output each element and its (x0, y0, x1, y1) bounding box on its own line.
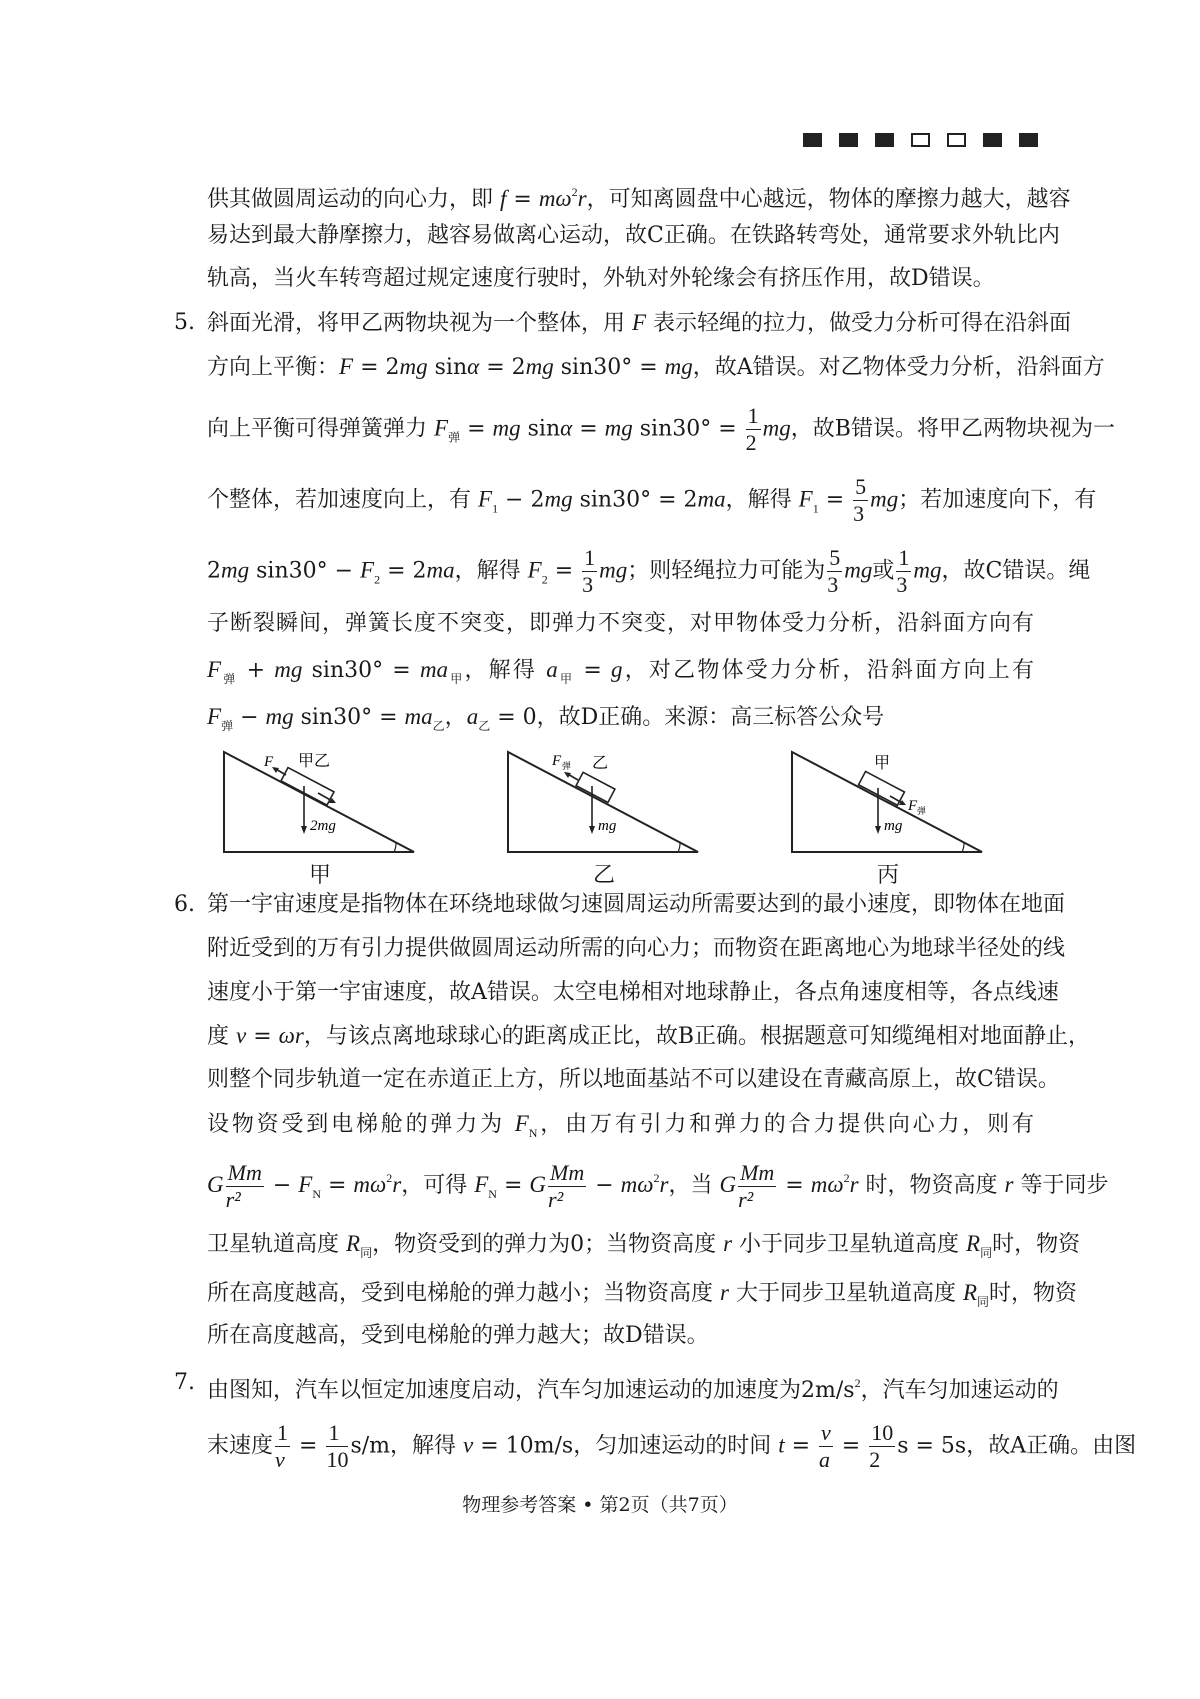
text: sin30° − (249, 558, 361, 584)
math-symbol: F (207, 704, 222, 729)
text: 小于同步卫星轨道高度 (732, 1232, 967, 1257)
text: 等于同步 (1013, 1173, 1109, 1198)
numerator: 5 (829, 545, 841, 570)
subscript: 同 (977, 1295, 990, 1309)
math-symbol: mg (913, 557, 942, 583)
math-symbol: F (474, 1172, 489, 1197)
fraction (827, 545, 842, 598)
text: 表示轻绳的拉力，做受力分析可得在沿斜面 (646, 311, 1072, 336)
text: = (778, 1173, 811, 1198)
text-line (207, 301, 1072, 345)
text: ，可得 (401, 1173, 475, 1198)
subscript: N (488, 1187, 497, 1201)
text: = (547, 558, 581, 584)
header-mark-filled (1019, 133, 1038, 147)
text: 易达到最大静摩擦力，越容易做离心运动，故C正确。在铁路转弯处，通常要求外轨比内 (207, 223, 1060, 248)
subscript: 乙 (432, 719, 445, 733)
subscript: 乙 (478, 719, 491, 733)
math-symbol: α (560, 415, 573, 441)
text: = (784, 1433, 818, 1459)
math-symbol: mg (221, 557, 250, 583)
text-line (207, 648, 1034, 692)
text: 度 (207, 1024, 236, 1049)
math-symbol: F (298, 1172, 313, 1197)
text-line (207, 927, 1066, 971)
text: ，解得 (464, 658, 547, 683)
text: 附近受到的万有引力提供做圆周运动所需的向心力；而物资在距离地心为地球半径处的线 (207, 936, 1066, 961)
text: ，物资受到的弹力为0；当物资高度 (372, 1232, 724, 1257)
text-line (207, 695, 1034, 739)
text: 个整体，若加速度向上，有 (207, 487, 478, 513)
math-symbol: g (611, 657, 623, 682)
math-symbol: F (527, 557, 542, 583)
math-symbol: F (339, 354, 354, 379)
text: − (265, 1173, 299, 1198)
subscript: 甲 (557, 672, 575, 686)
math-symbol: ma (419, 657, 449, 682)
text-line (207, 1420, 1137, 1472)
text-line (207, 1014, 1091, 1058)
math-symbol: v (236, 1023, 247, 1048)
text: ，对乙物体受力分析，沿斜面方向上有 (622, 658, 1034, 683)
text: 斜面光滑，将甲乙两物块视为一个整体，用 (207, 311, 632, 336)
math-symbol: r (720, 1280, 729, 1305)
text: ；若加速度向下，有 (898, 487, 1097, 513)
force-subscript: 弹 (917, 807, 927, 817)
math-symbol: r (392, 1172, 402, 1197)
math-symbol: mg (599, 557, 628, 583)
math-symbol: G (529, 1172, 547, 1197)
denominator: 3 (582, 572, 594, 597)
fraction (326, 1420, 348, 1473)
numerator: Mm (227, 1159, 262, 1185)
text-line (207, 602, 1034, 646)
text: = 0，故D正确。来源：高三标答公众号 (490, 705, 885, 730)
math-symbol: mg (664, 354, 693, 379)
subscript: 弹 (448, 430, 461, 445)
text: = (292, 1433, 325, 1459)
math-symbol: r (849, 1172, 859, 1197)
force-label: F (908, 798, 918, 814)
superscript: 2 (653, 1171, 660, 1185)
angle-arc (678, 843, 680, 852)
text: 大于同步卫星轨道高度 (728, 1281, 963, 1306)
denominator: r² (738, 1186, 754, 1212)
text: ，汽车匀加速运动的 (860, 1378, 1059, 1403)
text-line (207, 971, 1059, 1015)
text: sin (520, 416, 561, 442)
force-subscript: 弹 (562, 762, 572, 772)
text: 末速度 (207, 1433, 274, 1459)
math-symbol: mg (844, 557, 873, 583)
denominator: v (275, 1447, 285, 1472)
text: − (588, 1173, 621, 1198)
incline-diagram-jia (222, 748, 418, 862)
incline-diagram-bing (790, 748, 986, 862)
text: = (321, 1173, 354, 1198)
text: = (574, 658, 612, 683)
text: 时，物资高度 (858, 1173, 1005, 1198)
math-symbol: r (1004, 1172, 1014, 1197)
fraction (853, 474, 868, 527)
math-symbol: R (966, 1231, 981, 1256)
text: = 2 (380, 558, 427, 584)
text: sin30° = (632, 416, 744, 442)
denominator: 3 (853, 501, 865, 526)
subscript: 1 (812, 501, 819, 516)
numerator: 1 (326, 1420, 348, 1447)
superscript: 2 (571, 185, 578, 199)
denominator: 10 (326, 1447, 349, 1472)
text: = (818, 487, 852, 513)
numerator: 1 (584, 545, 596, 570)
text: − 2 (498, 487, 545, 513)
page-footer: 物理参考答案 • 第2页（共7页） (462, 1494, 738, 1516)
text: = (246, 1024, 279, 1049)
text: = 10m/s，匀加速运动的时间 (473, 1433, 779, 1459)
header-mark-filled (983, 133, 1002, 147)
subscript: 弹 (221, 719, 234, 733)
text-line (207, 1271, 1078, 1315)
subscript: 同 (360, 1246, 373, 1260)
text: sin30° = (553, 355, 665, 380)
math-symbol: G (207, 1172, 224, 1197)
angle-arc (962, 843, 964, 852)
numerator: 1 (277, 1420, 289, 1445)
denominator: 3 (896, 572, 908, 597)
numerator: Mm (550, 1159, 585, 1185)
text: 速度小于第一宇宙速度，故A错误。太空电梯相对地球静止，各点角速度相等，各点线速 (207, 980, 1059, 1005)
math-symbol: mg (265, 704, 294, 729)
text-line (207, 1314, 1034, 1358)
weight-label: mg (598, 818, 617, 834)
text: 所在高度越高，受到电梯舱的弹力越小；当物资高度 (207, 1281, 720, 1306)
text: ；则轻绳拉力可能为 (627, 558, 826, 584)
math-symbol: F (360, 557, 375, 583)
numerator: 10 (871, 1420, 894, 1445)
text: = (496, 1173, 530, 1198)
numerator: Mm (740, 1159, 775, 1185)
text: 第一宇宙速度是指物体在环绕地球做匀速圆周运动所需要达到的最小速度，即物体在地面 (207, 892, 1066, 917)
text-line (207, 474, 1097, 526)
text-line (207, 883, 1066, 927)
math-symbol: F (207, 657, 222, 682)
math-symbol: t (778, 1432, 785, 1458)
text: ，故C错误。绳 (941, 558, 1091, 584)
text-line (207, 345, 1105, 389)
math-symbol: a (546, 657, 558, 682)
header-mark-filled (839, 133, 858, 147)
text-line (207, 545, 1091, 597)
math-symbol: mω (353, 1172, 387, 1197)
text: ，故B错误。将甲乙两物块视为一 (790, 416, 1115, 442)
superscript: 2 (843, 1171, 850, 1185)
text: 或 (872, 558, 895, 584)
text: ，与该点离地球球心的距离成正比，故B正确。根据题意可知缆绳相对地面静止， (303, 1024, 1091, 1049)
force-label: F (552, 753, 562, 769)
subscript: 甲 (448, 672, 465, 686)
math-symbol: R (346, 1231, 361, 1256)
text: 由图知，汽车以恒定加速度启动，汽车匀加速运动的加速度为2m/s (207, 1378, 855, 1403)
math-symbol: mg (544, 486, 573, 512)
text: 轨高，当火车转弯超过规定速度行驶时，外轨对外轮缘会有挤压作用，故D错误。 (207, 266, 995, 291)
math-symbol: ma (404, 704, 433, 729)
math-symbol: a (466, 704, 479, 729)
denominator: 2 (745, 430, 757, 455)
fraction (746, 403, 761, 456)
text: sin (427, 355, 468, 380)
denominator: 3 (827, 572, 839, 597)
math-symbol: F (478, 486, 493, 512)
header-mark-hollow (947, 133, 966, 147)
math-symbol: ωr (278, 1023, 304, 1048)
fraction (819, 1420, 833, 1473)
math-symbol: mg (870, 486, 899, 512)
math-symbol: F (798, 486, 813, 512)
text: ，可知离圆盘中心越远，物体的摩擦力越大，越容 (586, 187, 1071, 212)
fraction (275, 1420, 290, 1473)
math-symbol: F (632, 310, 647, 335)
text: 2 (207, 558, 221, 584)
math-symbol: v (463, 1432, 474, 1458)
math-symbol: mg (399, 354, 428, 379)
text: − (233, 705, 266, 730)
text: sin30° = 2 (572, 487, 698, 513)
text: sin30° = (293, 705, 405, 730)
text-line (207, 257, 1034, 301)
math-symbol: f (500, 186, 507, 211)
subscript: N (312, 1187, 321, 1201)
text: ， (444, 705, 467, 730)
denominator: a (819, 1447, 831, 1472)
math-symbol: mω (810, 1172, 844, 1197)
text: = 2 (479, 355, 526, 380)
numerator: 1 (898, 545, 910, 570)
text-line (207, 1222, 1081, 1266)
text: 时，物资 (992, 1232, 1081, 1257)
subscript: 2 (374, 572, 381, 587)
text-line (207, 1102, 1034, 1146)
question-number: 5. (174, 310, 195, 335)
text-line (207, 1058, 1060, 1102)
text: ，故A错误。对乙物体受力分析，沿斜面方 (692, 355, 1105, 380)
text: + (237, 658, 275, 683)
math-symbol: mω (538, 186, 572, 211)
text: ，解得 (725, 487, 799, 513)
subscript: N (528, 1126, 538, 1140)
text: = (572, 416, 605, 442)
header-mark-filled (875, 133, 894, 147)
math-symbol: mg (762, 415, 791, 441)
incline-diagram-yi (506, 748, 702, 862)
weight-label: 2mg (310, 818, 336, 834)
text: s = 5s，故A正确。由图 (897, 1433, 1137, 1459)
text: = 2 (353, 355, 400, 380)
force-label: F (264, 754, 274, 770)
subscript: 同 (980, 1246, 993, 1260)
text: = (834, 1433, 868, 1459)
text: ，当 (668, 1173, 720, 1198)
math-symbol: r (723, 1231, 733, 1256)
diagram-caption: 乙 (592, 863, 615, 888)
superscript: 2 (386, 1171, 393, 1185)
math-symbol: mg (274, 657, 303, 682)
text-line (207, 1156, 1109, 1212)
math-symbol: F (434, 415, 449, 441)
fraction (869, 1420, 895, 1473)
text: s/m，解得 (350, 1433, 463, 1459)
math-symbol: R (962, 1280, 978, 1305)
text: = (506, 187, 539, 212)
text-line (207, 214, 1060, 258)
text: 子断裂瞬间，弹簧长度不突变，即弹力不突变，对甲物体受力分析，沿斜面方向有 (207, 611, 1034, 636)
denominator: r² (225, 1186, 241, 1212)
fraction (226, 1160, 264, 1213)
math-symbol: mω (620, 1172, 654, 1197)
block-label: 甲 (874, 753, 891, 772)
fraction (548, 1160, 586, 1213)
text-line (207, 1361, 1059, 1405)
question-number: 7. (174, 1370, 195, 1395)
math-symbol: ma (697, 486, 726, 512)
denominator: r² (548, 1186, 564, 1212)
text: 所在高度越高，受到电梯舱的弹力越大；故D错误。 (207, 1323, 709, 1348)
text: 设物资受到电梯舱的弹力为 (207, 1112, 515, 1137)
subscript: 弹 (221, 672, 238, 686)
text: ，解得 (454, 558, 528, 584)
text: 时，物资 (989, 1281, 1078, 1306)
diagram-caption: 甲 (308, 863, 331, 888)
text: sin30° = (302, 658, 420, 683)
text-line (207, 403, 1115, 455)
subscript: 1 (492, 501, 499, 516)
text: 供其做圆周运动的向心力，即 (207, 187, 500, 212)
math-symbol: mg (492, 415, 521, 441)
text: ，由万有引力和弹力的合力提供向心力，则有 (537, 1112, 1034, 1137)
math-symbol: mg (525, 354, 554, 379)
text: 卫星轨道高度 (207, 1232, 346, 1257)
question-number: 6. (174, 892, 195, 917)
math-symbol: α (467, 354, 480, 379)
fraction (896, 545, 911, 598)
fraction (582, 545, 597, 598)
text: 则整个同步轨道一定在赤道正上方，所以地面基站不可以建设在青藏高原上，故C错误。 (207, 1067, 1060, 1092)
weight-label: mg (884, 818, 903, 834)
numerator: v (821, 1420, 831, 1445)
superscript: 2 (854, 1376, 861, 1390)
math-symbol: r (659, 1172, 669, 1197)
numerator: 5 (855, 474, 867, 499)
subscript: 2 (541, 572, 548, 587)
fraction (738, 1160, 776, 1213)
math-symbol: mg (604, 415, 633, 441)
text: 向上平衡可得弹簧弹力 (207, 416, 434, 442)
header-mark-filled (803, 133, 822, 147)
text: = (460, 416, 493, 442)
math-symbol: r (577, 186, 587, 211)
math-symbol: F (514, 1111, 529, 1136)
header-mark-hollow (911, 133, 930, 147)
block-label: 甲乙 (298, 751, 331, 770)
math-symbol: G (719, 1172, 737, 1197)
math-symbol: ma (426, 557, 455, 583)
text-line (207, 170, 1071, 214)
denominator: 2 (869, 1447, 881, 1472)
numerator: 1 (747, 403, 759, 428)
block-label: 乙 (592, 753, 609, 772)
diagram-caption: 丙 (876, 863, 899, 888)
text: 方向上平衡： (207, 355, 340, 380)
angle-arc (394, 843, 396, 852)
